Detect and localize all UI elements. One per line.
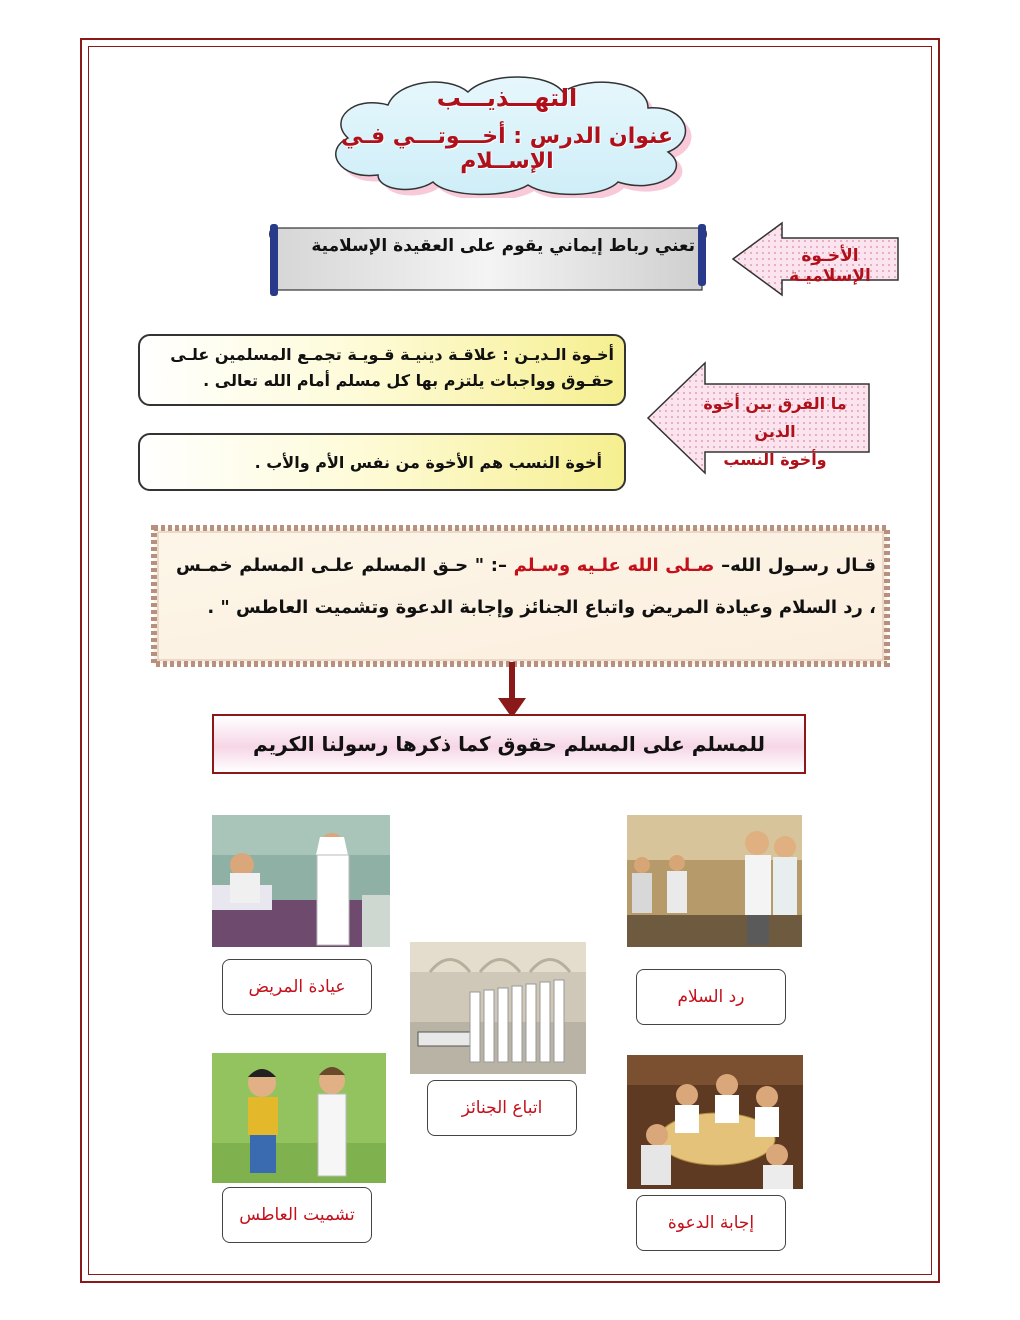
- accept-invitation-label: إجابة الدعوة: [636, 1195, 786, 1251]
- greeting-illustration: [627, 815, 802, 947]
- down-arrow: [496, 662, 528, 720]
- invitation-illustration: [627, 1055, 803, 1189]
- difference-label-line2: وأخوة النسب: [723, 450, 827, 469]
- hadith-part1: قـال رسـول الله–: [714, 555, 876, 576]
- religion-brotherhood-box: أخـوة الـديـن : علاقـة دينيـة قـويـة تجمـع المسلمين علـى حقـوق وواجبات يلتزم بها كل مسلم أمام الله تعالى .: [138, 334, 626, 406]
- bless-sneezer-label: تشميت العاطس: [222, 1187, 372, 1243]
- difference-label-line1: ما الفرق بين أخوة الدين: [703, 394, 847, 441]
- hadith-pbuh: صـلى الله علـيه وسـلم: [513, 555, 715, 576]
- hadith-text: [176, 545, 876, 629]
- difference-label: [680, 390, 870, 474]
- visit-sick-illustration: [212, 815, 390, 947]
- lineage-brotherhood-box: أخوة النسب هم الأخوة من نفس الأم والأب .: [138, 433, 626, 491]
- definition-text: تعني رباط إيماني يقوم على العقيدة الإسلامية: [311, 236, 695, 256]
- lesson-title: عنوان الدرس : أخـــوتـــي فـي الإســلام: [340, 124, 674, 174]
- rights-banner: للمسلم على المسلم حقوق كما ذكرها رسولنا الكريم: [212, 714, 806, 774]
- definition-scroll: [268, 222, 708, 298]
- follow-funerals-label: اتباع الجنائز: [427, 1080, 577, 1136]
- visit-sick-label: عيادة المريض: [222, 959, 372, 1015]
- hadith-part2: –: " حـق المسلم علـى المسلم خمـس ، رد السلام وعيادة المريض واتباع الجنائز وإجابة الدعوة وتشميت العاطس " .: [176, 555, 876, 618]
- funeral-illustration: [410, 942, 586, 1074]
- definition-label: الأخـوة الإسلاميـة: [789, 246, 871, 286]
- sneeze-illustration: [212, 1053, 386, 1183]
- reply-salam-label: رد السلام: [636, 969, 786, 1025]
- subject-title: التهـــذيـــب: [436, 84, 578, 112]
